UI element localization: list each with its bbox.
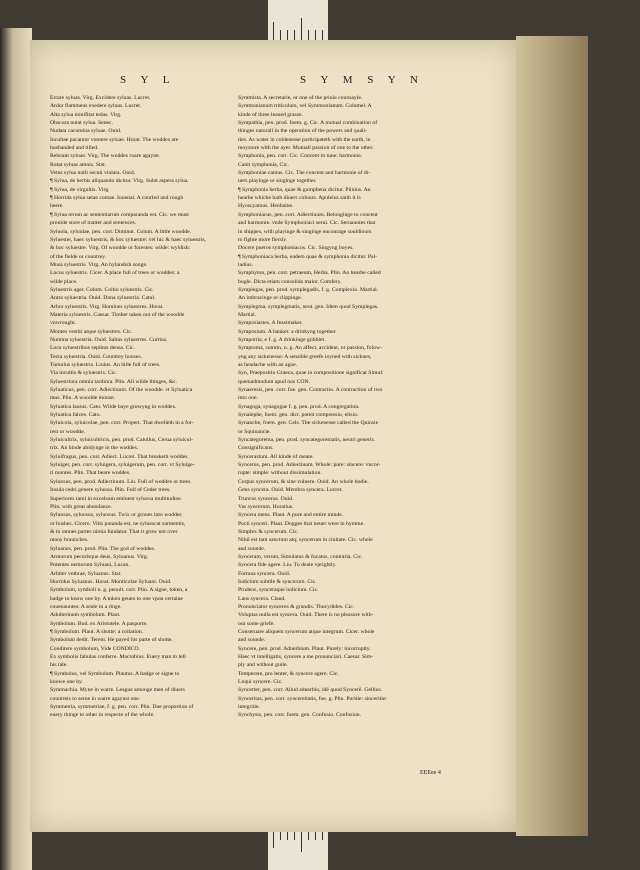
dictionary-line: Symphonia, pen. corr. Cic. Concent in tune: harmonie. xyxy=(238,153,363,160)
dictionary-line: Symmetria, symmetriae, f. g. pen. corr. Plin. Due proportion of xyxy=(50,704,194,711)
dictionary-line: yng any sickenesse: A sensible greefe ioyned with sicknes, xyxy=(238,353,372,360)
dictionary-line: Symphyton, pen. corr. petraeum, Herba. Plin. An hearbe called xyxy=(238,270,381,277)
dictionary-line: Syncerter, pen. corr. Aliud aduerbiu, idē quod Syncerē. Gellius. xyxy=(238,687,383,694)
dictionary-line: Rotat syluas amnis. Stat. xyxy=(50,161,107,168)
dictionary-line: Syluatica laurus. Cato. Wilde baye growyng in woddes. xyxy=(50,403,177,410)
dictionary-line: ¶ Symphonia herba, quae & gumphena dicitur. Plinius. An xyxy=(238,186,371,193)
dictionary-line: Loca syluestribus sepibus densa. Cic. xyxy=(50,345,135,352)
dictionary-line: countreis to serue in warre agaynst one. xyxy=(50,695,141,702)
dictionary-line: Synceram, verum, Simulatus & fucatus, contraria. Cic. xyxy=(238,553,363,560)
dictionary-line: Incultae pacantur vomere syluae. Horat. The woddes are xyxy=(50,136,179,143)
dictionary-line: and harmonie. vnde Symphoniaci serui. Cic. Seruauntes that xyxy=(238,220,376,227)
running-head-right: S Y M S Y N xyxy=(300,74,424,86)
dictionary-line: or bushes. Cicero. Vitis putanda est, ne syluescat sarmentis, xyxy=(50,520,186,527)
dictionary-line: Voluptas nulla est syncera. Ouid. There is no pleasure with- xyxy=(238,612,374,619)
dictionary-line: Armorum pecorisque deus, Syluanus. Virg. xyxy=(50,553,149,560)
dictionary-line: Materia syluestris. Caesar. Timber taken out of the woodde xyxy=(50,311,185,318)
dictionary-line: vnwrought. xyxy=(50,320,77,327)
dictionary-line: Truncus syncerus. Ouid. xyxy=(238,495,294,502)
dictionary-line: Syluanus, pen. prod. Plin. The god of woddes. xyxy=(50,545,156,552)
dictionary-line: ¶ Sylua rerum ac sententiarum comparanda est. Cic. we must xyxy=(50,211,189,218)
dictionary-line: Syluestriora omnia tardiora. Plin. All wilde thinges, &c. xyxy=(50,378,178,385)
dictionary-line: Pronunciator synceros & grandis. Thucydides. Cic. xyxy=(238,603,355,610)
dictionary-line: & in omnes partes nimia fundatur. That it grow not over xyxy=(50,528,178,535)
dictionary-column-left xyxy=(50,94,242,720)
dictionary-line: out some griefe. xyxy=(238,620,275,627)
dictionary-line: trix. An hinde abidynge in the woddes. xyxy=(50,445,139,452)
dictionary-line: Syn, Praepositio Graeca, quae in compositione significat Simul: xyxy=(238,370,384,377)
dictionary-line: and sounde. xyxy=(238,545,266,552)
dictionary-line: Musa syluestris. Virg. An hylandish songe. xyxy=(50,261,148,268)
dictionary-line: Syluatica falces. Cato. xyxy=(50,412,101,419)
dictionary-line: of the fielde or countrey. xyxy=(50,253,107,260)
dictionary-line: in shippes, with playinge & singinge encourage souldiours xyxy=(238,228,372,235)
dictionary-line: ¶ Sylua, de virgultis. Virg. xyxy=(50,186,110,193)
dictionary-line: Symphoniae cantus. Cic. The concent and harmonie of di- xyxy=(238,170,371,177)
dictionary-line: ¶ Symbolum. Plaut. A shotte: a collation. xyxy=(50,629,144,635)
dictionary-line: Syluosus, pen. prod. Adiectiuum. Liu. Full of woddes or trees. xyxy=(50,478,192,485)
dictionary-line: Syluester, haec syluestris, & hoc syluestre: vel hic & haec syluestris, xyxy=(50,236,206,243)
dictionary-line: bugle. Dicta etiam consolida maior. Comfery. xyxy=(238,278,342,285)
dictionary-line: ¶ Symbolus, vel Symbolum. Plautus. A badge or signe to xyxy=(50,670,180,677)
dictionary-line: ¶ Symphoniaca herba, eadem quae & symphonia dicitur. Pal- xyxy=(238,253,378,260)
dictionary-line: Antra syluestria. Ouid. Dona syluestria. Catul. xyxy=(50,295,156,302)
dictionary-line: rupte: simple: without dissimulation. xyxy=(238,470,322,477)
dictionary-line: Ardor flammeus exedere syluas. Lucret. xyxy=(50,103,142,110)
dictionary-line: Syncerus, pen. prod. Adiectiuum. Whole: pure: sincere: vncor- xyxy=(238,462,381,469)
dictionary-line: Obscura nutat sylua. Senec. xyxy=(50,120,114,127)
dictionary-line: Syluiger, pen. corr. syluigera, syluigerum, pen. corr. vt Syluige- xyxy=(50,462,195,469)
dictionary-line: and sounde. xyxy=(238,637,266,644)
dictionary-line: Errare syluas. Virg. Excidere syluas. Lucret. xyxy=(50,95,151,101)
dictionary-line: Symplegma, symplegmatis, neut. gen. Idem quod Symplegas. xyxy=(238,303,379,310)
dictionary-line: Nudata cacumina syluae. Ouid. xyxy=(50,128,122,135)
dictionary-line: Temperare, pro lenter, & syncere agere. Cic. xyxy=(238,670,339,677)
dictionary-line: ladius. xyxy=(238,261,254,268)
dictionary-line: to fighte more fiersly. xyxy=(238,236,288,243)
dictionary-line: Syncerastum. All kinde of meate. xyxy=(238,453,314,460)
dictionary-line: Martial. xyxy=(238,311,257,318)
dictionary-line: couenauntes: A seale in a ringe. xyxy=(50,603,122,610)
dictionary-line: Vetus sylua nulli secuti violata. Ouid. xyxy=(50,170,136,177)
dictionary-line: Haec vt intelligatis, syncere a me pronunciari. Caesar. Sim- xyxy=(238,654,374,661)
dictionary-line: ri montes. Plin. That beare woddes. xyxy=(50,470,131,477)
dictionary-line: thinges naturall in the operation of the powers and quali- xyxy=(238,128,368,135)
dictionary-line: Insula cedri genere syluosa. Plin. Full of Ceder trees. xyxy=(50,487,171,494)
dictionary-line: Symmachia. Myne in warre. League amonge men of diuers xyxy=(50,687,185,694)
dictionary-line: Symbolum. Bud. ex Aristotele. A pasporte. xyxy=(50,620,148,627)
dictionary-line: Syncere, pen. prod. Aduerbium. Plaut. Purely: incorruptly. xyxy=(238,645,371,652)
dictionary-line: ties. As water in coldenesse participateth with the earth, in xyxy=(238,136,371,143)
dictionary-line: ply and without guile. xyxy=(238,662,288,669)
dictionary-line: Adulterinum symbolum. Plaut. xyxy=(50,612,121,619)
dictionary-line: many braunches. xyxy=(50,537,89,544)
dictionary-line: integritie. xyxy=(238,704,260,711)
dictionary-line: Syncera mens. Plaut. A pure and entire minde. xyxy=(238,512,344,519)
dictionary-line: Symptoma, somtin, n. g. An affect, accident, or passion, folow- xyxy=(238,345,382,352)
dictionary-line: Arbiter vmbrae, Syluanus. Stat. xyxy=(50,570,122,577)
dictionary-line: Fortuna syncera. Ouid. xyxy=(238,570,291,577)
dictionary-line: Gens syncera. Ouid. Membra syncera. Lucret. xyxy=(238,487,343,494)
dictionary-line: Syluicultrix, syluicultricis, pen. prod. Catullus, Cerua syluicul- xyxy=(50,437,193,444)
dictionary-line: Potentes nemorum Syluani, Lucan. xyxy=(50,562,130,569)
dictionary-line: Superiores rami in excelsum eminent syluosa multitudine. xyxy=(50,495,183,502)
dictionary-line: Syncategorema, pen. prod. syncategorematis, neutri generis. xyxy=(238,437,376,444)
dictionary-line: Conseruare aliquem syncerum atque integrum. Cicer. whole xyxy=(238,629,375,635)
dictionary-line: husbanded and tilled. xyxy=(50,145,99,152)
dictionary-line: Conditere symbolum, Vide CONDICO. xyxy=(50,645,141,652)
dictionary-line: Symplegas, pen. prod. symplegadis, f. g. Complexio. Martial. xyxy=(238,286,379,293)
dictionary-line: his tale. xyxy=(50,662,68,669)
dictionary-line: Numina syluestria. Ouid. Saltus syluestres. Curtius. xyxy=(50,336,168,343)
dictionary-line: Syluosus, syluosus, syluosus. Twix or groues into woddes xyxy=(50,512,182,519)
dictionary-line: wilde place. xyxy=(50,278,78,285)
dictionary-line: Horridus Syluanus. Horat. Monticolae Syluani. Ouid. xyxy=(50,578,172,585)
dictionary-line: Sympotria, e f. g. A drinkinge gobblet. xyxy=(238,336,326,343)
dictionary-line: Via incultis & syluestris. Cic. xyxy=(50,370,117,377)
dictionary-line: Synanche, foem. gen. Cels. The sickenesse called the Quinsie xyxy=(238,420,379,427)
signature-mark: EEEee 4 xyxy=(420,770,441,776)
dictionary-line: Canit symphonia, Cic. xyxy=(238,161,289,168)
dictionary-line: Syluola, syluulae, pen. corr. Diminut. Colum. A little woodde. xyxy=(50,228,192,235)
dictionary-line: euery thinge to other in respecte of the whole. xyxy=(50,712,155,719)
dictionary-line: Loqui syncere. Cic. xyxy=(238,679,283,686)
dictionary-line: hearbe whiche hath diuers colours. Apuleius saith it is xyxy=(238,195,361,202)
dictionary-line: Docere pueros symphoniacos. Cic. Singyng boyes. xyxy=(238,245,354,252)
dictionary-line: Prudens, synceraque iudicium. Cic. xyxy=(238,587,319,594)
dictionary-line: Sympathia, pen. prod. foem. g. Cic. A mutual combination of xyxy=(238,120,378,127)
dictionary-line: Synchysis, pen. corr. foem. gen. Confusio. Confusion. xyxy=(238,712,362,719)
dictionary-line: Symbolum, symboli n. g. penult. corr. Plin. A signe, token, a xyxy=(50,587,188,594)
dictionary-line: Symposium. A banket: a drinkyng together. xyxy=(238,328,337,335)
dictionary-line: uers playinge or singinge together. xyxy=(238,178,317,185)
dictionary-line: Symmonianum triticulum, vel Symmonianum. Columel. A xyxy=(238,103,372,110)
dictionary-line: Reboant syluae. Virg. The woddes roare agayne. xyxy=(50,153,161,160)
running-head-left: S Y L xyxy=(120,74,176,86)
dictionary-line: Nihil est tam sanctum atq; syncerum in ciuitate. Cic. whole xyxy=(238,537,373,544)
dictionary-line: Laus syncera. Claud. xyxy=(238,595,286,602)
dictionary-line: or Squinancie. xyxy=(238,428,271,435)
dictionary-line: into one. xyxy=(238,395,258,402)
dictionary-line: An imbracinge or clippinge. xyxy=(238,295,303,302)
page-stack-edge xyxy=(516,36,588,836)
dictionary-line: Syluaticus, pen. corr. Adiectiuum. Of the woodde. vt Syluatica xyxy=(50,387,193,394)
dictionary-line: Hyoscyamus. Henbaine. xyxy=(238,203,294,210)
dictionary-line: mus. Plin. A woodde mouse. xyxy=(50,395,115,402)
dictionary-line: ¶ Horrida sylua setae comae. Iuuenal. A courled and rough xyxy=(50,195,184,202)
dictionary-line: Corpus syncerum, & sine vulnere. Ouid. An whole bodie. xyxy=(238,478,369,485)
dictionary-line: Syluifragus, pen. corr. Adiect. Lucret. That breaketh woddes. xyxy=(50,453,189,460)
dictionary-line: Arbor syluestris. Virg. Homines syluestres. Horat. xyxy=(50,303,164,310)
dictionary-line: as headache with an ague. xyxy=(238,362,298,368)
dictionary-line: Alta sylua minifitat tedas. Virg. xyxy=(50,111,122,118)
dictionary-line: Syluicola, syluicolae, pen. corr. Propert. That dwelleth in a for- xyxy=(50,420,194,427)
dictionary-line: Tecta syluestria. Ouid. Countrey houses. xyxy=(50,353,143,360)
dictionary-line: Syncera fide agere. Liu. To deale vprightly. xyxy=(238,562,337,569)
dictionary-line: kinde of three leaued grasse. xyxy=(238,111,303,118)
dictionary-line: Locus syluestris. Cicer. A place full of trees or woddes: a xyxy=(50,270,180,277)
dictionary-line: Synaeresis, pen. corr. foe. gen. Contractio. A contraction of two xyxy=(238,387,383,394)
dictionary-line: ¶ Sylua, de herbis aliquando dicitur. Virg. Subit aspera sylua. xyxy=(50,178,189,185)
measuring-ruler-top xyxy=(268,0,328,41)
dictionary-line: badge to know one by. A token geuen to one vpon certaine xyxy=(50,595,183,602)
dictionary-line: Symposiastes. A feastmaker. xyxy=(238,320,303,327)
dictionary-line: & hoc syluestre. Virg. Of woodde or forestes: wilde: wyldish: xyxy=(50,245,191,252)
dictionary-line: knowe one by. xyxy=(50,679,83,686)
dictionary-line: Iudicium subtile & syncerum. Cic. xyxy=(238,578,317,585)
measuring-ruler-bottom xyxy=(268,829,328,870)
dictionary-line: Consignificans. xyxy=(238,445,274,452)
dictionary-line: Syluestris ager. Colum. Coitio syluestris. Cic. xyxy=(50,286,154,293)
dictionary-line: Synalephe, foem. gen. dict. poteit compressio, elisio. xyxy=(238,412,359,419)
dictionary-line: Synceritas, pen. corr. syncereitatis, foe. g. Plin. Puritie: sinceritie: xyxy=(238,695,387,702)
dictionary-line: Symbolum dedit. Terent. He payed his parte of shotte. xyxy=(50,637,173,644)
dictionary-line: Pocti synceri. Plaut. Dogges that neuer were in hymme. xyxy=(238,520,365,527)
dictionary-line: Plin. with great abundance. xyxy=(50,503,113,510)
dictionary-line: quemadmodum apud nos CON. xyxy=(238,378,311,385)
dictionary-line: moysture with the ayer. Mutuall passion of one to the other. xyxy=(238,145,374,152)
dictionary-line: Vas syncerum. Horatius. xyxy=(238,503,294,510)
dictionary-line: Montes vestiti atque syluestres. Cic. xyxy=(50,328,133,335)
dictionary-line: prouide store of matter and sentences. xyxy=(50,220,137,227)
dictionary-column-right xyxy=(238,94,500,720)
dictionary-line: Tumulus syluestris. Liuius. An hille full of trees. xyxy=(50,362,161,368)
dictionary-line: Ex symbolis fabulas conferre. Macrobius. Euery man to tell xyxy=(50,654,186,661)
dictionary-line: Symmista. A secretarie, or one of the priuie counsayle. xyxy=(238,95,363,101)
dictionary-line: heere. xyxy=(50,203,64,210)
dictionary-line: rest or woodde. xyxy=(50,428,86,435)
dictionary-line: Synagoga, synagogae f. g. pen. prod. A congregation. xyxy=(238,403,360,410)
dictionary-line: Symphoniacus, pen. corr. Adiectiuum. Belonginge to concent xyxy=(238,211,378,218)
dictionary-line: Simplex & syncerum. Cic. xyxy=(238,528,299,535)
facing-page-edge xyxy=(0,28,32,870)
